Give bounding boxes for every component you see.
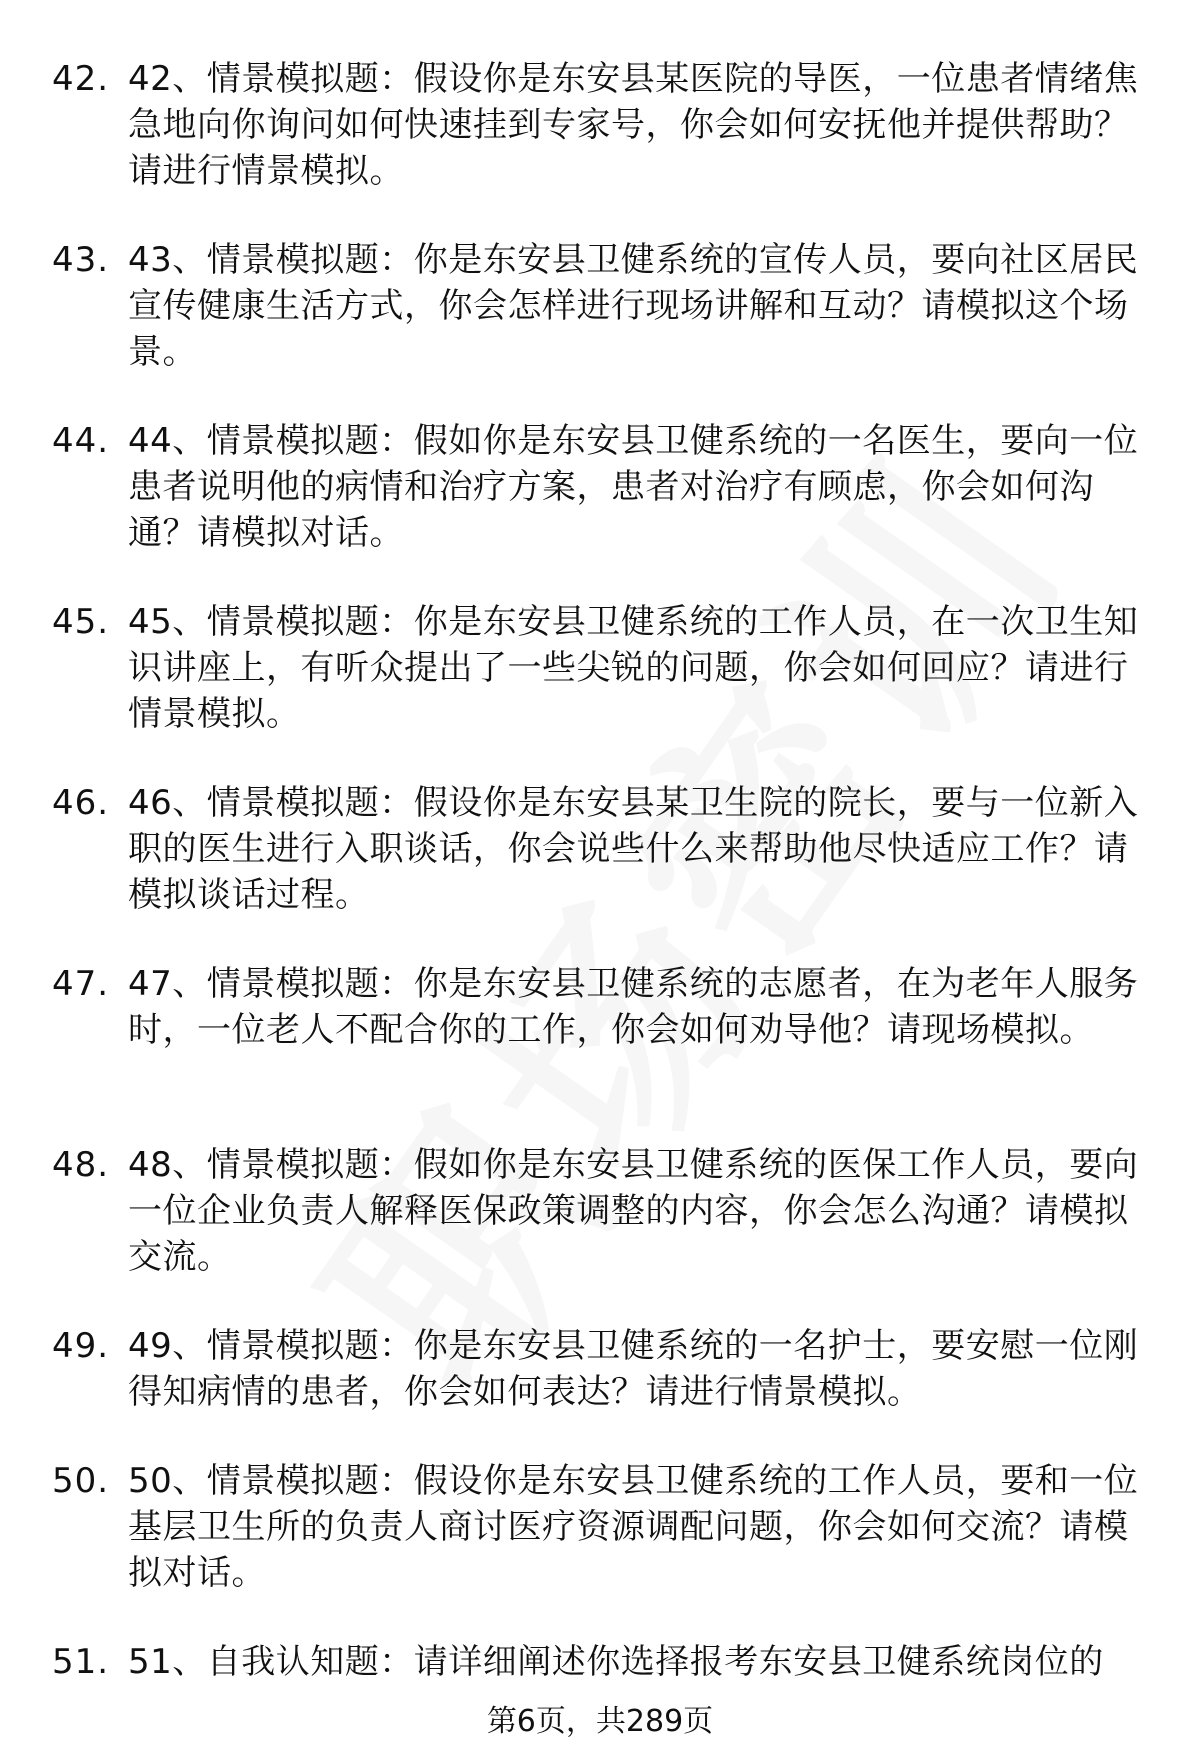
question-list — [0, 56, 1200, 1730]
item-text: 45、情景模拟题：你是东安县卫健系统的工作人员，在一次卫生知识讲座上，有听众提出了一些尖锐的问题，你会如何回应？请进行情景模拟。 — [128, 602, 1139, 734]
item-number: 42. — [52, 59, 110, 99]
item-number: 48. — [52, 1145, 110, 1185]
item-text: 42、情景模拟题：假设你是东安县某医院的导医，一位患者情绪焦急地向你询问如何快速挂到专家号，你会如何安抚他并提供帮助？请进行情景模拟。 — [128, 59, 1139, 191]
item-text: 43、情景模拟题：你是东安县卫健系统的宣传人员，要向社区居民宣传健康生活方式，你会怎样进行现场讲解和互动？请模拟这个场景。 — [128, 240, 1139, 372]
item-text: 51、自我认知题：请详细阐述你选择报考东安县卫健系统岗位的 — [128, 1642, 1104, 1682]
item-number: 49. — [52, 1326, 110, 1366]
list-item — [0, 1458, 1200, 1596]
list-item — [0, 1639, 1200, 1687]
item-number: 44. — [52, 421, 110, 461]
list-item — [0, 780, 1200, 918]
item-text: 49、情景模拟题：你是东安县卫健系统的一名护士，要安慰一位刚得知病情的患者，你会如何表达？请进行情景模拟。 — [128, 1326, 1139, 1412]
item-text: 44、情景模拟题：假如你是东安县卫健系统的一名医生，要向一位患者说明他的病情和治疗方案，患者对治疗有顾虑，你会如何沟通？请模拟对话。 — [128, 421, 1139, 553]
item-number: 51. — [52, 1642, 110, 1682]
list-item — [0, 1323, 1200, 1415]
item-text: 50、情景模拟题：假设你是东安县卫健系统的工作人员，要和一位基层卫生所的负责人商讨医疗资源调配问题，你会如何交流？请模拟对话。 — [128, 1461, 1139, 1593]
item-number: 45. — [52, 602, 110, 642]
list-item — [0, 961, 1200, 1099]
item-number: 50. — [52, 1461, 110, 1501]
item-text: 46、情景模拟题：假设你是东安县某卫生院的院长，要与一位新入职的医生进行入职谈话，你会说些什么来帮助他尽快适应工作？请模拟谈话过程。 — [128, 783, 1139, 915]
list-item — [0, 599, 1200, 737]
item-number: 47. — [52, 964, 110, 1004]
list-item — [0, 418, 1200, 556]
item-number: 43. — [52, 240, 110, 280]
list-item — [0, 1142, 1200, 1280]
item-text: 48、情景模拟题：假如你是东安县卫健系统的医保工作人员，要向一位企业负责人解释医保政策调整的内容，你会怎么沟通？请模拟交流。 — [128, 1145, 1139, 1277]
page-footer: 第6页，共289页 — [486, 1704, 714, 1739]
item-text: 47、情景模拟题：你是东安县卫健系统的志愿者，在为老年人服务时，一位老人不配合你的工作，你会如何劝导他？请现场模拟。 — [128, 964, 1139, 1050]
list-item — [0, 56, 1200, 194]
list-item — [0, 237, 1200, 375]
item-number: 46. — [52, 783, 110, 823]
